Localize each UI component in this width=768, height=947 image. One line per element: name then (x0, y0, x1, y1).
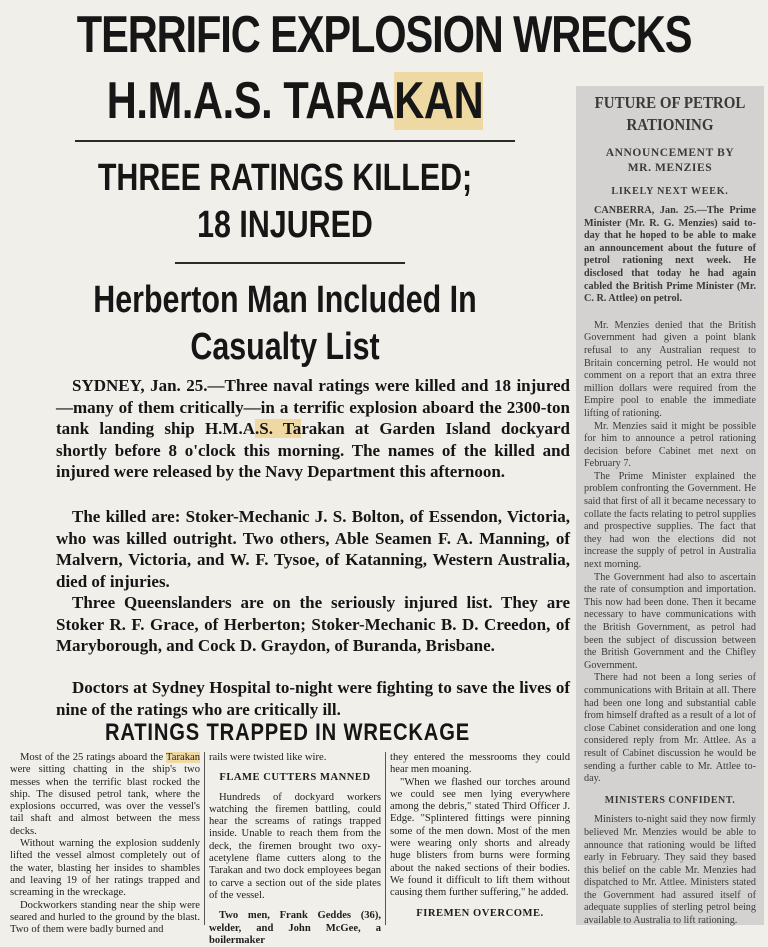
sidebar-deck-line-1: ANNOUNCEMENT BY (605, 147, 735, 159)
column-rule-1 (204, 752, 205, 925)
c1-paragraph-3: Dockworkers standing near the ship were seared and hurled to the ground by the blast. Two of them were badly burned and (10, 899, 200, 936)
sidebar-subhead: MINISTERS CONFIDENT. (604, 794, 736, 806)
hospital-paragraph: Doctors at Sydney Hospital to-night were fighting to save the lives of nine of the ratings who are critically ill. (56, 678, 570, 719)
sidebar-paragraph-1: Mr. Menzies denied that the British Government had given a point blank refusal to any Australian request to Britain concerning petrol. He would not comment on a report that an extra three million dollars were required from the Empire pool to enable the immediate lifting of rationing. (584, 319, 756, 419)
killed-paragraph: The killed are: Stoker-Mechanic J. S. Bolton, of Essendon, Victoria, who was killed outright. Two others, Able Seamen F. A. Manning, of Malvern, Victoria, and W. F. Tysoe, of Katanning, Western Australia, died of injuries. (56, 507, 570, 591)
c1-paragraph-2: Without warning the explosion suddenly lifted the vessel almost completely out of the water, blasting her insides to shambles and leaving 19 of her ratings trapped and screaming in the wreckage. (10, 838, 200, 899)
c3-subhead: FIREMEN OVERCOME. (416, 907, 544, 919)
sidebar-title-line-2: RATIONING (626, 115, 714, 134)
sidebar-paragraph-3: The Prime Minister explained the problem confronting the Government. He said that first of all it became necessary to collate the facts relating to petrol supplies and prospective supplies. The fact that they had won the elections did not increase the supply of petrol in Australia next morning. (584, 470, 756, 571)
article-column-2 (209, 752, 381, 946)
sidebar-deck-line-3: LIKELY NEXT WEEK. (611, 186, 729, 197)
c1-text-a: Most of the 25 ratings aboard the (20, 752, 167, 763)
sidebar-deck-line-2: MR. MENZIES (627, 161, 713, 174)
sidebar-paragraph-5: There had not been a long series of communications with Britain at all. There had been one long and substantial cable from himself drafted as a result of a lot of close Cabinet consideration and one long considered reply from Mr. Attlee. As a result of Cabinet discussion he would be sending a further cable to Mr. Attlee to-day. (584, 672, 756, 785)
c2-paragraph-1: Hundreds of dockyard workers watching the firemen battling, could hear the screams of ratings trapped inside. Unable to reach them from the deck, the firemen brought two oxy-acetylene flame cutters along to the Tarakan and two dock employees began to carve a section out of the side plates of the vessel. (209, 791, 381, 901)
c3-paragraph-1: "When we flashed our torches around we could see men lying everywhere among the debris," stated Third Officer J. Edge. "Splintered fittings were pinning some of the men down. Most of the men were wearing only shorts and already huge blisters from burns were forming about the naked sections of their bodies. We found it difficult to lift them without causing them further suffering," he added. (390, 776, 570, 899)
deck-2-line-2: Casualty List (190, 326, 380, 368)
c1-text-b: were sitting chatting in the ship's two messes when the terrific blast rocked the ship. The disused petrol tank, where the explosions occurred, was over the vessel's tail shaft and almost between the mess decks. (10, 764, 200, 837)
search-highlight: KAN (394, 72, 484, 130)
c2-paragraph-2: Two men, Frank Geddes (36), welder, and John McGee, a boilermaker (209, 910, 381, 946)
article-column-3 (390, 752, 570, 925)
headline-rule (75, 140, 515, 142)
sidebar-paragraph-6: Ministers to-night said they now firmly believed Mr. Menzies would be able to announce that rationing would be lifted early in February. They said they based this belief on the cable Mr. Menzies had dispatched to Mr. Attlee. Ministers stated the Government had assured itself of adequate supplies of sterling petrol being available to Australia to lift rationing. (584, 814, 756, 927)
sidebar-title-line-1: FUTURE OF PETROL (594, 93, 746, 112)
lead-part-1: SYDNEY, Jan. 25.—Three naval ratings were killed and 18 injured—many of them critically—in a terrific explosion aboard the 2300-ton tank landing ship H.M.A (56, 376, 570, 438)
injured-paragraph: Three Queenslanders are on the seriously injured list. They are Stoker R. F. Grace, of Herberton; Stoker-Mechanic B. D. Creedon, of Maryborough, and Cock D. Graydon, of Buranda, Brisbane. (56, 593, 570, 655)
c1-highlight: Tarakan (166, 752, 200, 763)
headline-line-2 (59, 70, 531, 132)
sidebar-petrol-article (576, 86, 764, 925)
article-column-1 (10, 752, 200, 936)
subhead-trapped: RATINGS TRAPPED IN WRECKAGE (104, 719, 471, 746)
c2-subhead: FLAME CUTTERS MANNED (219, 772, 371, 784)
headline-line-2-text: H.M.A.S. TARA (106, 72, 395, 130)
lead-paragraph (56, 375, 570, 483)
c2-paragraph-0: rails were twisted like wire. (209, 752, 327, 763)
headline-line-1: TERRIFIC EXPLOSION WRECKS (76, 6, 692, 64)
sidebar-lead: CANBERRA, Jan. 25.—The Prime Minister (Mr. R. G. Menzies) said to-day that he hoped to be able to make an announcement about the future of petrol rationing next week. He disclosed that today he had again cabled the British Prime Minister (Mr. C. R. Attlee) on petrol. (584, 205, 756, 305)
deck-1-line-1: THREE RATINGS KILLED; (97, 157, 473, 199)
sidebar-paragraph-2: Mr. Menzies said it might be possible for him to announce a petrol rationing decision before Cabinet met next on February 7. (584, 420, 756, 470)
deck-rule (175, 262, 405, 264)
sidebar-body (584, 205, 756, 928)
c3-paragraph-0: they entered the messrooms they could hear men moaning. (390, 752, 570, 776)
lead-part-2: rakan at Garden Island dockyard shortly before 8 o'clock this morning. The names of the killed and injured were released by the Navy Department this afternoon. (56, 419, 570, 481)
sidebar-paragraph-4: The Government had also to ascertain the rate of consumption and importation. This now had been done. Then it became necessary to have communications with the British Government, as petrol had been the subject of discussion between the British Government and the Chifley Government. (584, 571, 756, 671)
deck-2-line-1: Herberton Man Included In (93, 279, 477, 321)
deck-1-line-2: 18 INJURED (197, 204, 373, 246)
lead-highlight: .S. Ta (255, 419, 302, 438)
column-rule-2 (385, 752, 386, 925)
